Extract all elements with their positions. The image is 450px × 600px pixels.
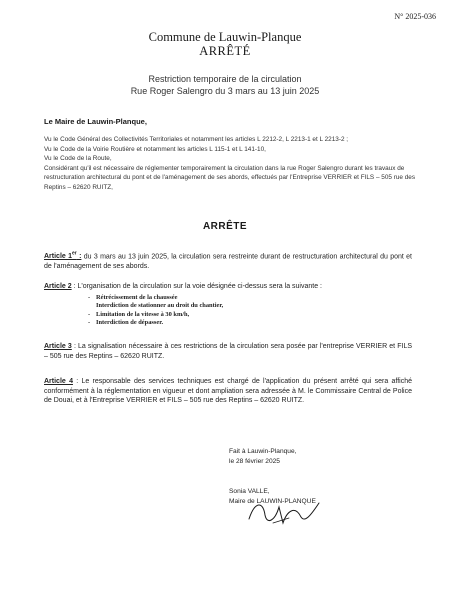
decree-reference-number: N° 2025-036	[394, 12, 436, 21]
arrete-heading: ARRÊTE	[202, 221, 248, 232]
article-4-label: Article 4	[44, 378, 73, 385]
article-1	[44, 250, 412, 272]
article-2-text: : L'organisation de la circulation sur la voie désignée ci-dessus sera la suivante :	[71, 283, 322, 290]
article-2	[44, 282, 412, 328]
list-item: - Limitation de la vitesse à 30 km/h,	[88, 310, 190, 318]
mayor-line: Le Maire de Lauwin-Planque,	[44, 117, 147, 126]
list-item: - Rétrécissement de la chaussée	[88, 293, 178, 301]
signatory-role: Maire de LAUWIN-PLANQUE	[229, 498, 316, 505]
article-3-text: : La signalisation nécessaire à ces restrictions de la circulation sera posée par l'entreprise VERRIER et FILS – 505 rue des Reptins – 62620 RUITZ.	[44, 343, 413, 360]
document-title: ARRÊTÉ	[199, 44, 251, 58]
legal-basis-item: Vu le Code de la Route,	[44, 155, 112, 163]
subtitle-line-2: Rue Roger Salengro du 3 mars au 13 juin 2025	[130, 86, 320, 96]
signature-place: Fait à Lauwin-Planque,	[229, 448, 297, 455]
article-4-text: : Le responsable des services techniques est chargé de l'application du présent arrêté qui sera affiché conformément à la réglementation en vigueur et dont ampliation sera adressée à M. le Commissaire Central de Police de Douai, et à l'Entreprise VERRIER et FILS – 505 rue des Reptins – 62620 RUITZ.	[44, 378, 412, 405]
signature-date: le 28 février 2025	[229, 458, 280, 465]
article-1-label: Article 1er :	[44, 251, 82, 261]
article-3	[44, 342, 412, 361]
list-item: Interdiction de stationner au droit du chantier,	[96, 302, 224, 310]
article-4	[44, 377, 412, 406]
subtitle-line-1: Restriction temporaire de la circulation	[148, 74, 302, 84]
article-3-label: Article 3	[44, 343, 72, 350]
list-item: - Interdiction de dépasser.	[88, 319, 164, 327]
legal-basis-item: Vu le Code de la Voirie Routière et notamment les articles L 115-1 et L 141-10,	[44, 145, 266, 153]
handwritten-signature	[245, 497, 325, 527]
legal-basis-item: Vu le Code Général des Collectivités Territoriales et notamment les articles L 2212-2, L 2213-1 et L 2213-2 ;	[44, 136, 349, 143]
legal-basis-block	[44, 135, 416, 193]
article-1-text: du 3 mars au 13 juin 2025, la circulation sera restreinte durant de restructuration architectural du pont et de l'aménagement de ses abords.	[44, 253, 413, 270]
traffic-measures-list	[44, 294, 412, 328]
article-2-label: Article 2	[44, 283, 72, 290]
signatory-name: Sonia VALLE,	[229, 488, 270, 495]
document-header	[0, 30, 450, 58]
document-subtitle	[0, 73, 450, 97]
commune-name: Commune de Lauwin-Planque	[148, 30, 302, 44]
legal-basis-item: Considérant qu'il est nécessaire de réglementer temporairement la circulation dans la rue Roger Salengro durant les travaux de restructuration architectural du pont et de l'aménagement de ses abords, effectués par l'Entreprise VERRIER et FILS – 505 rue des Reptins – 62620 RUITZ,	[44, 164, 416, 191]
